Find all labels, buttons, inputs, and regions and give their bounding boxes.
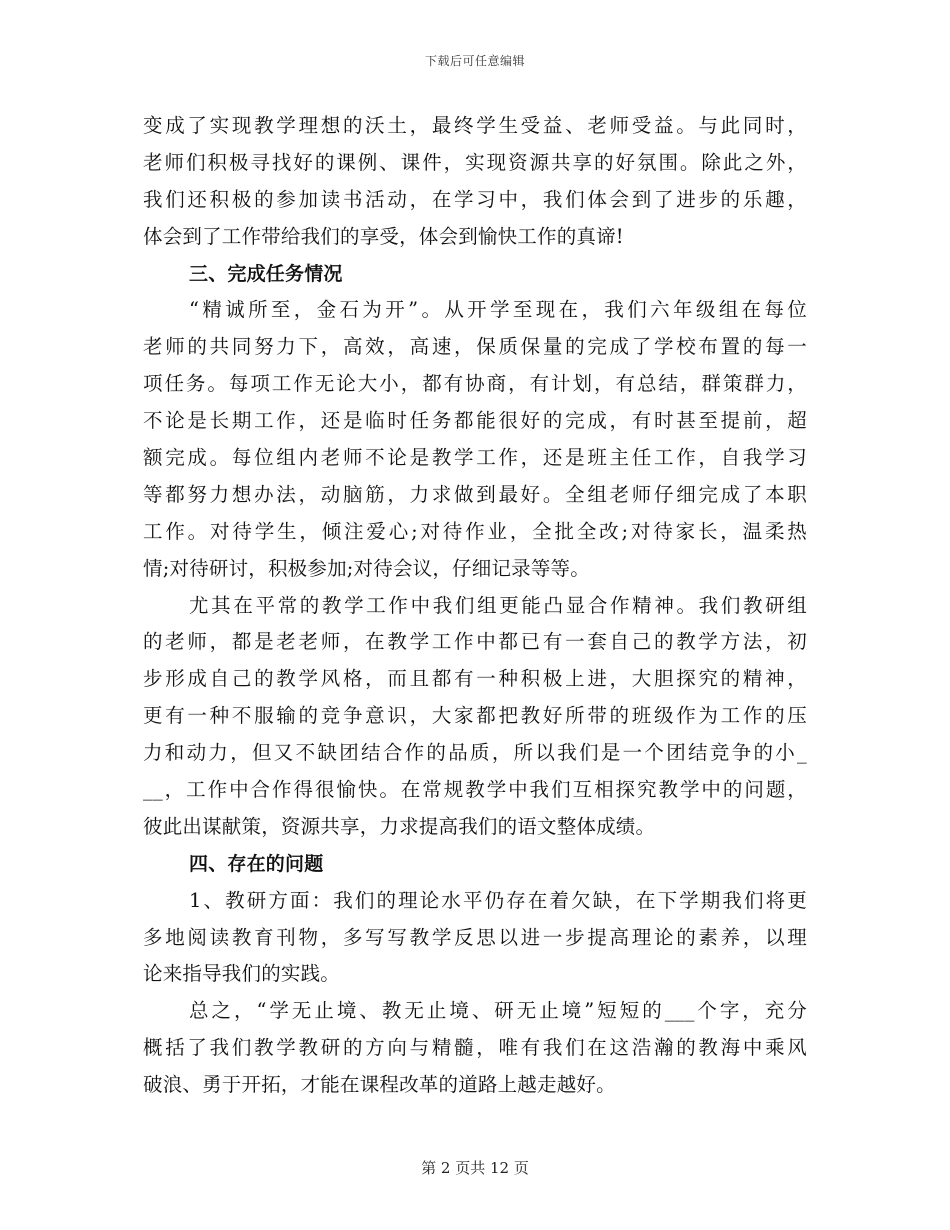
paragraph-line: 变成了实现教学理想的沃土，最终学生受益、老师受益。与此同时， [143,114,807,137]
paragraph-line: 多地阅读教育刊物，多写写教学反思以进一步提高理论的素养，以理 [143,925,807,949]
paragraph-line: 项任务。每项工作无论大小，都有协商，有计划，有总结，群策群力， [143,372,807,396]
paragraph-line: 额完成。每位组内老师不论是教学工作，还是班主任工作，自我学习 [143,446,807,470]
paragraph-line: 等都努力想办法，动脑筋，力求做到最好。全组老师仔细完成了本职 [143,482,807,506]
document-body [143,108,807,1104]
paragraph-line: 情;对待研讨，积极参加;对待会议，仔细记录等等。 [143,556,590,580]
paragraph-line: 步形成自己的教学风格，而且都有一种积极上进，大胆探究的精神， [143,667,807,691]
paragraph-line: 总之，“学无止境、教无止境、研无止境”短短的___个字，充分 [189,999,807,1023]
paragraph-line: 不论是长期工作，还是临时任务都能很好的完成，有时甚至提前，超 [143,409,807,433]
paragraph-line: __，工作中合作得很愉快。在常规教学中我们互相探究教学中的问题， [143,778,807,802]
paragraph-line: 我们还积极的参加读书活动，在学习中，我们体会到了进步的乐趣， [143,187,807,211]
paragraph-line: 概括了我们教学教研的方向与精髓，唯有我们在这浩瀚的教海中乘风 [143,1036,807,1060]
paragraph-line: 彼此出谋献策，资源共享，力求提高我们的语文整体成绩。 [143,814,656,838]
paragraph-line: 体会到了工作带给我们的享受，体会到愉快工作的真谛! [143,224,624,248]
paragraph-line: “精诚所至，金石为开”。从开学至现在，我们六年级组在每位 [189,298,807,322]
paragraph-line: 1、教研方面：我们的理论水平仍存在着欠缺，在下学期我们将更 [189,888,807,912]
paragraph-line: 破浪、勇于开拓，才能在课程改革的道路上越走越好。 [143,1073,616,1097]
paragraph-line: 论来指导我们的实践。 [143,962,341,986]
paragraph-line: 老师们积极寻找好的课例、课件，实现资源共享的好氛围。除此之外， [143,150,807,174]
paragraph-line: 工作。对待学生，倾注爱心;对待作业，全批全改;对待家长，温柔热 [143,519,807,543]
paragraph-line: 力和动力，但又不缺团结合作的品质，所以我们是一个团结竞争的小_ [143,741,807,765]
section-heading: 四、存在的问题 [189,852,324,875]
page-footer: 第 2 页共 12 页 [421,1159,529,1177]
paragraph-line: 的老师，都是老老师，在教学工作中都已有一套自己的教学方法，初 [143,630,807,654]
page-header: 下载后可任意编辑 [424,54,525,68]
paragraph-line: 老师的共同努力下，高效，高速，保质保量的完成了学校布置的每一 [143,335,807,359]
section-heading: 三、完成任务情况 [189,262,343,285]
paragraph-line: 更有一种不服输的竞争意识，大家都把教好所带的班级作为工作的压 [143,704,807,728]
paragraph-line: 尤其在平常的教学工作中我们组更能凸显合作精神。我们教研组 [189,593,807,617]
